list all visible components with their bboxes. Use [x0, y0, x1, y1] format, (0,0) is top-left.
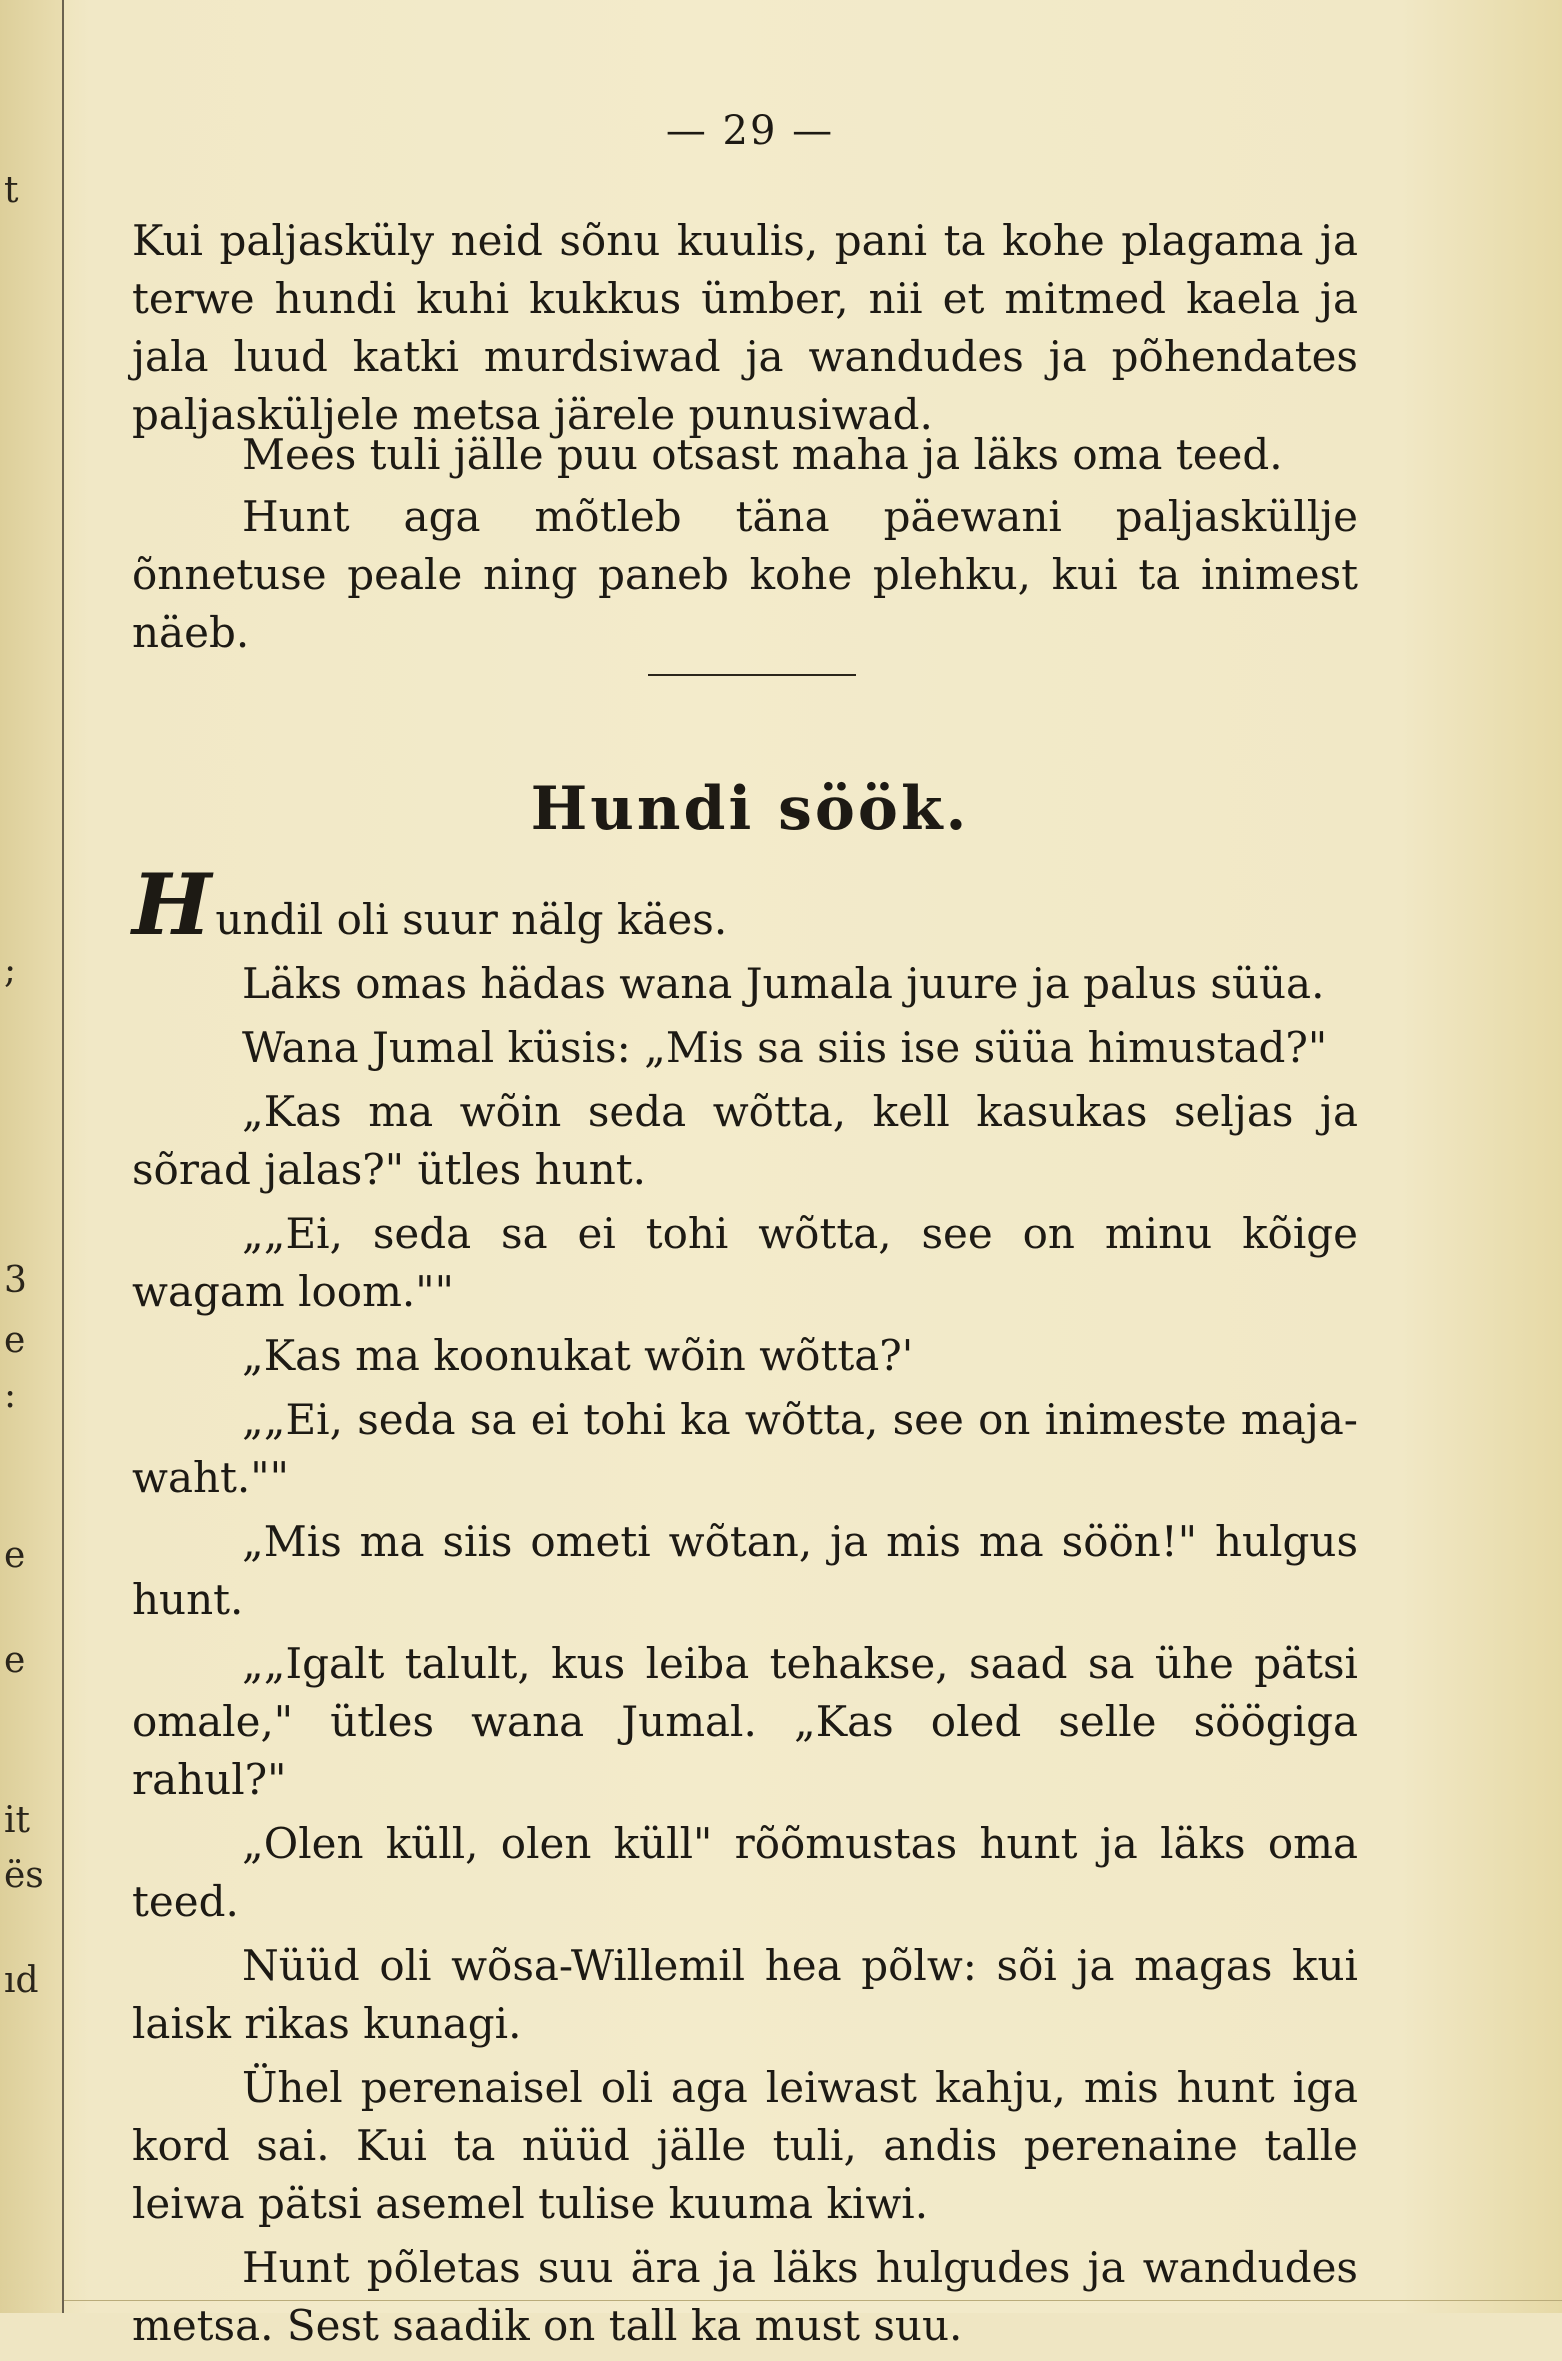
margin-fragment: :: [4, 1375, 17, 1416]
story-paragraph: „Mis ma siis ometi wõtan, ja mis ma söön!" hulgus hunt.: [132, 1517, 1358, 1624]
paragraph-continuation-1: Kui paljasküly neid sõnu kuulis, pani ta kohe plagama ja terwe hundi kuhi kukkus ümber, nii et mitmed kaela ja jala luud katki murdsiwad ja wandudes ja põhendates paljasküljele metsa järele punusiwad.: [132, 216, 1358, 439]
margin-fragment: ës: [4, 1855, 44, 1896]
margin-fragment: ;: [4, 950, 17, 991]
page-bottom-edge: [64, 2300, 1562, 2301]
story-paragraph: Ühel perenaisel oli aga leiwast kahju, mis hunt iga kord sai. Kui ta nüüd jälle tuli, andis perenaine talle leiwa pätsi asemel tulise kuuma kiwi.: [132, 2063, 1358, 2228]
story-paragraph: „„Ei, seda sa ei tohi wõtta, see on minu kõige wagam loom."": [132, 1209, 1358, 1316]
story-paragraph: Hunt põletas suu ära ja läks hulgudes ja wandudes metsa. Sest saadik on tall ka must suu.: [132, 2243, 1358, 2350]
margin-fragment: e: [4, 1640, 26, 1681]
section-divider: [648, 674, 856, 676]
drop-cap: H: [132, 855, 212, 954]
story-paragraph: [132, 855, 1358, 954]
story-title: Hundi söök.: [530, 774, 970, 844]
story-paragraph: „Kas ma koonukat wõin wõtta?': [242, 1331, 914, 1380]
story-paragraph-text: undil oli suur nälg käes.: [215, 895, 728, 944]
story-paragraph: Nüüd oli wõsa-Willemil hea põlw: sõi ja magas kui laisk rikas kunagi.: [132, 1941, 1358, 2048]
margin-fragment: t: [4, 170, 19, 211]
margin-fragment: it: [4, 1800, 30, 1841]
previous-page-edge: [0, 0, 64, 2313]
story-paragraph: „„Ei, seda sa ei tohi ka wõtta, see on inimeste maja-waht."": [132, 1395, 1358, 1502]
story-body: [132, 855, 1358, 2361]
story-paragraph: Wana Jumal küsis: „Mis sa siis ise süüa himustad?": [242, 1023, 1328, 1072]
paragraph-continuation-2: Mees tuli jälle puu otsast maha ja läks oma teed.: [242, 430, 1283, 479]
margin-fragment: ıd: [4, 1960, 39, 2001]
margin-fragment: 3: [4, 1260, 27, 1301]
margin-fragment: e: [4, 1535, 26, 1576]
margin-fragment: e: [4, 1320, 26, 1361]
story-paragraph: „Kas ma wõin seda wõtta, kell kasukas seljas ja sõrad jalas?" ütles hunt.: [132, 1087, 1358, 1194]
paragraph-continuation-3: Hunt aga mõtleb täna päewani paljasküllje õnnetuse peale ning paneb kohe plehku, kui ta inimest näeb.: [132, 492, 1358, 657]
story-paragraph: „„Igalt talult, kus leiba tehakse, saad sa ühe pätsi omale," ütles wana Jumal. „Kas oled selle söögiga rahul?": [132, 1639, 1358, 1804]
story-paragraph: Läks omas hädas wana Jumala juure ja palus süüa.: [242, 959, 1325, 1008]
story-paragraph: „Olen küll, olen küll" rõõmustas hunt ja läks oma teed.: [132, 1819, 1358, 1926]
page-number: — 29 —: [665, 108, 835, 154]
